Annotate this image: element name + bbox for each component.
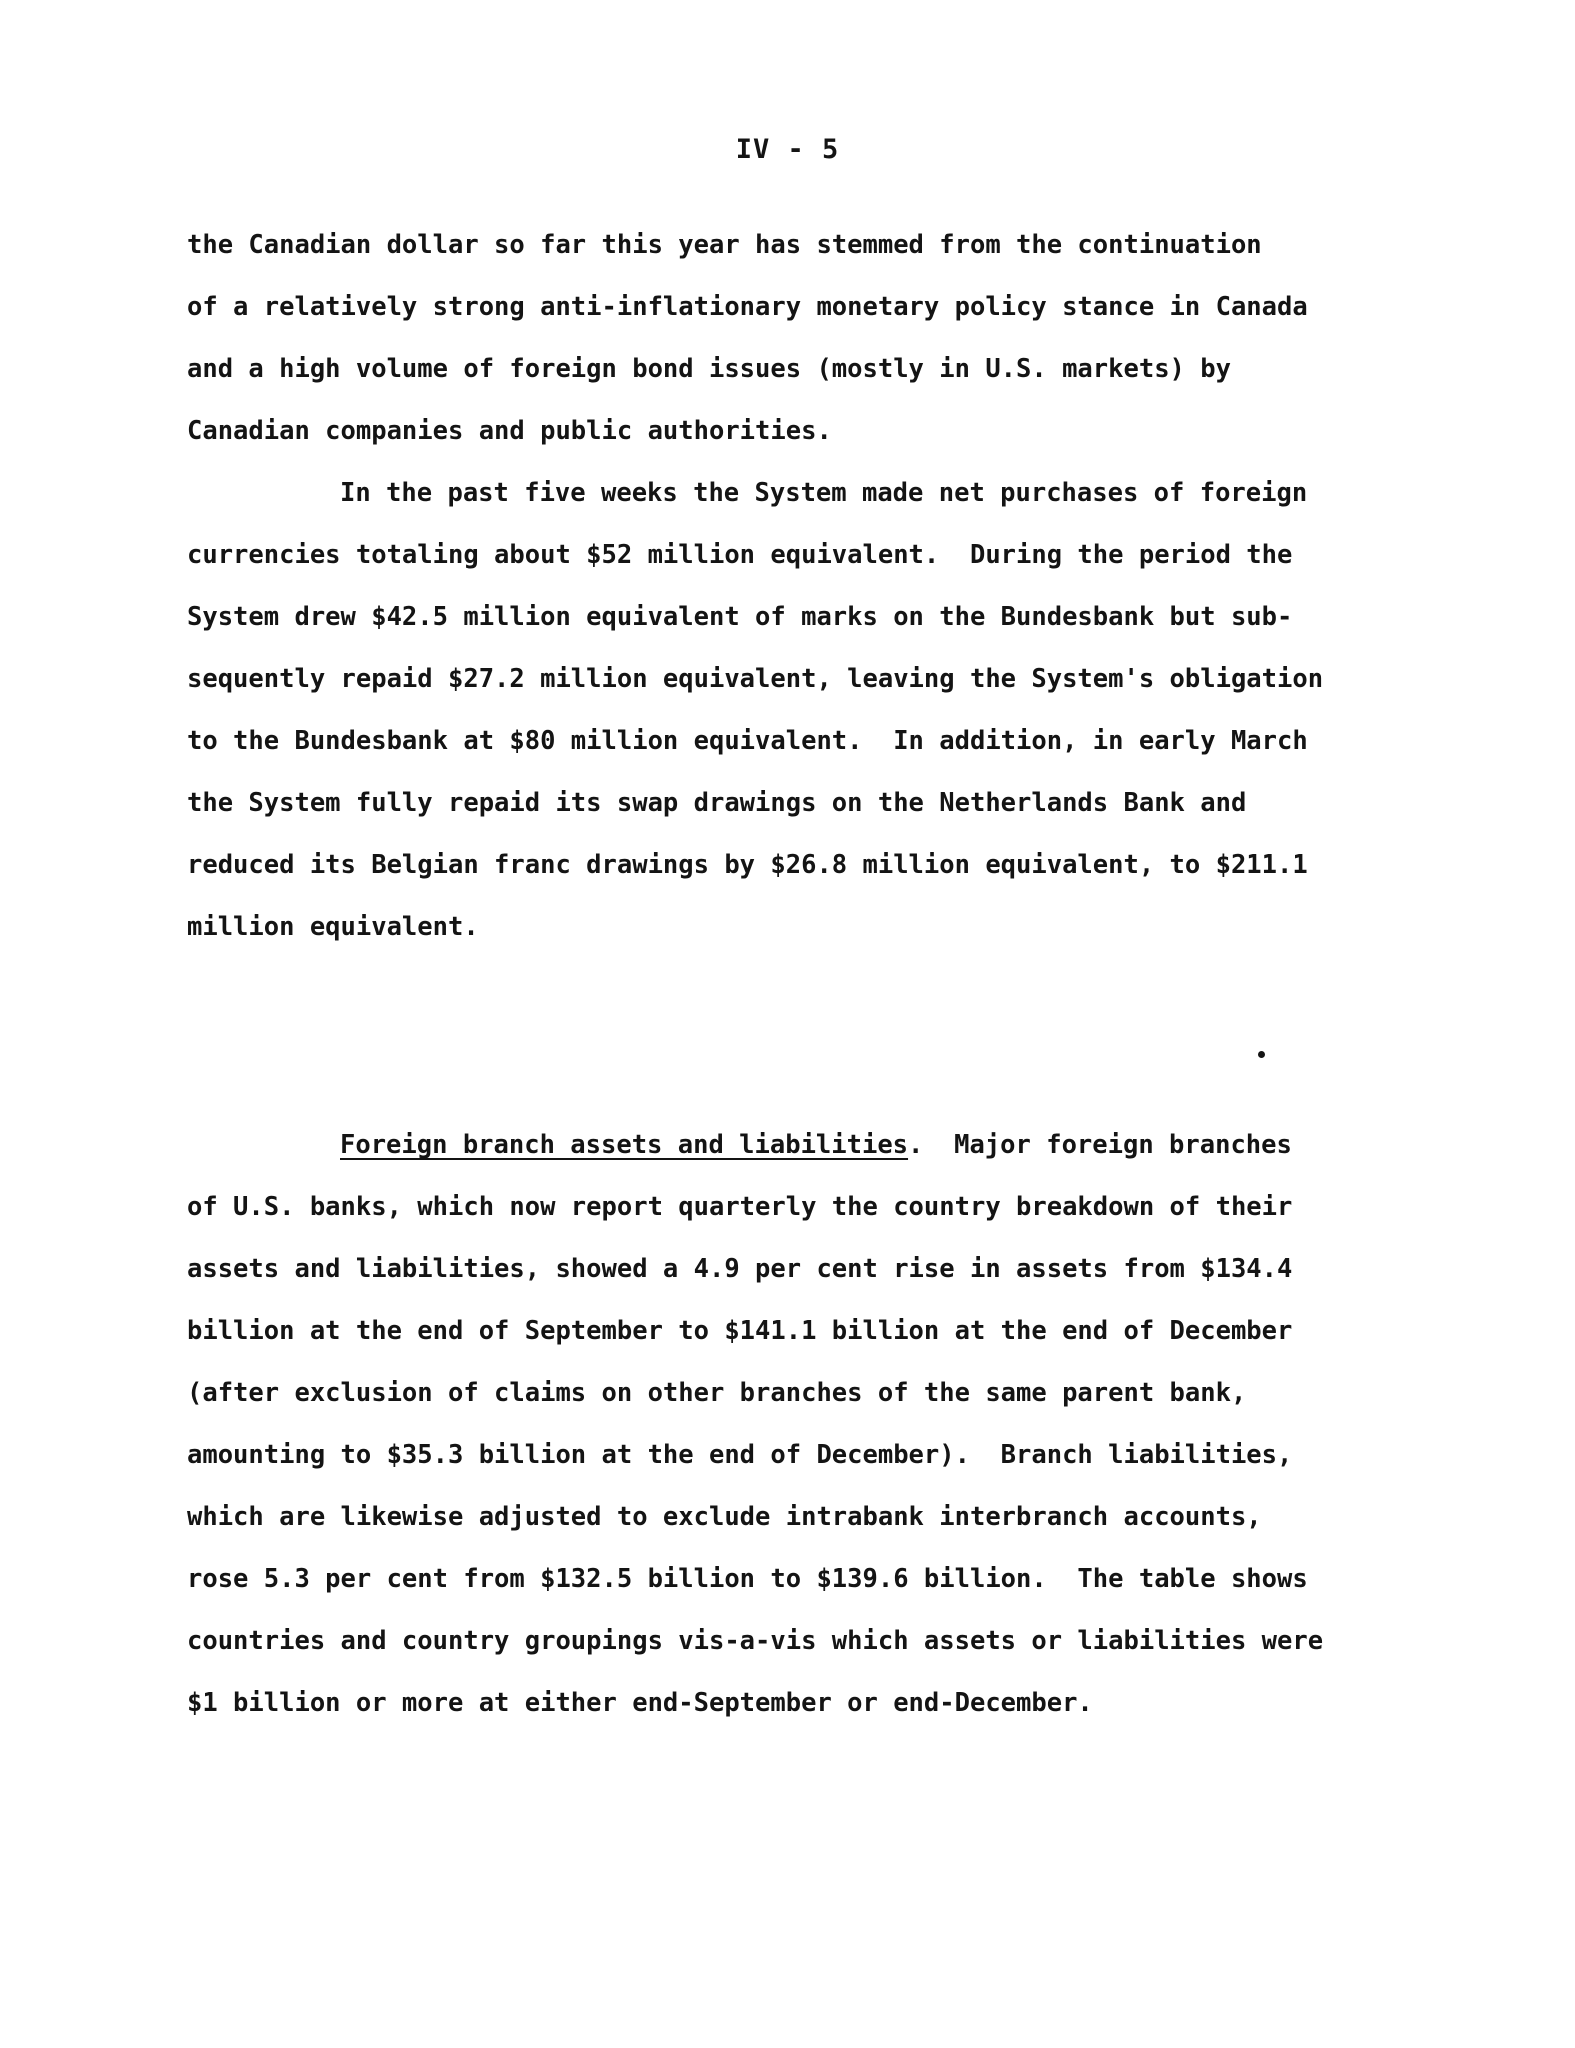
- paragraph-3-line-7: which are likewise adjusted to exclude intrabank interbranch accounts,: [187, 1502, 1262, 1532]
- paragraph-2-line-5: to the Bundesbank at $80 million equivalent. In addition, in early March: [187, 726, 1308, 756]
- paragraph-3-line-4: billion at the end of September to $141.1 billion at the end of December: [187, 1316, 1293, 1346]
- paragraph-3-line-1: [340, 1129, 1292, 1161]
- paragraph-2-line-8: million equivalent.: [187, 912, 479, 942]
- paragraph-2-line-2: currencies totaling about $52 million equivalent. During the period the: [187, 540, 1293, 570]
- paragraph-2-line-1: In the past five weeks the System made net purchases of foreign: [340, 478, 1308, 508]
- paragraph-1-line-1: the Canadian dollar so far this year has stemmed from the continuation: [187, 230, 1262, 260]
- paragraph-2-line-3: System drew $42.5 million equivalent of marks on the Bundesbank but sub-: [187, 602, 1293, 632]
- paragraph-1-line-3: and a high volume of foreign bond issues (mostly in U.S. markets) by: [187, 354, 1231, 384]
- paragraph-3-line-10: $1 billion or more at either end-September or end-December.: [187, 1688, 1093, 1718]
- stray-dot-mark: [1258, 1051, 1265, 1058]
- paragraph-2-line-6: the System fully repaid its swap drawings on the Netherlands Bank and: [187, 788, 1247, 818]
- paragraph-3-line-3: assets and liabilities, showed a 4.9 per cent rise in assets from $134.4: [187, 1254, 1293, 1284]
- paragraph-3-line-5: (after exclusion of claims on other branches of the same parent bank,: [187, 1378, 1247, 1408]
- paragraph-3-line-9: countries and country groupings vis-a-vis which assets or liabilities were: [187, 1626, 1324, 1656]
- paragraph-2-line-7: reduced its Belgian franc drawings by $26.8 million equivalent, to $211.1: [187, 850, 1308, 880]
- paragraph-1-line-2: of a relatively strong anti-inflationary monetary policy stance in Canada: [187, 292, 1308, 322]
- paragraph-2-line-4: sequently repaid $27.2 million equivalent, leaving the System's obligation: [187, 664, 1324, 694]
- page-number: IV - 5: [735, 134, 840, 165]
- paragraph-3-line-8: rose 5.3 per cent from $132.5 billion to $139.6 billion. The table shows: [187, 1564, 1308, 1594]
- section-heading: Foreign branch assets and liabilities: [340, 1130, 909, 1160]
- paragraph-1-line-4: Canadian companies and public authorities.: [187, 416, 832, 446]
- paragraph-3-line-2: of U.S. banks, which now report quarterly the country breakdown of their: [187, 1192, 1293, 1222]
- paragraph-3-line-6: amounting to $35.3 billion at the end of December). Branch liabilities,: [187, 1440, 1293, 1470]
- paragraph-3-line-1-rest: . Major foreign branches: [908, 1130, 1292, 1160]
